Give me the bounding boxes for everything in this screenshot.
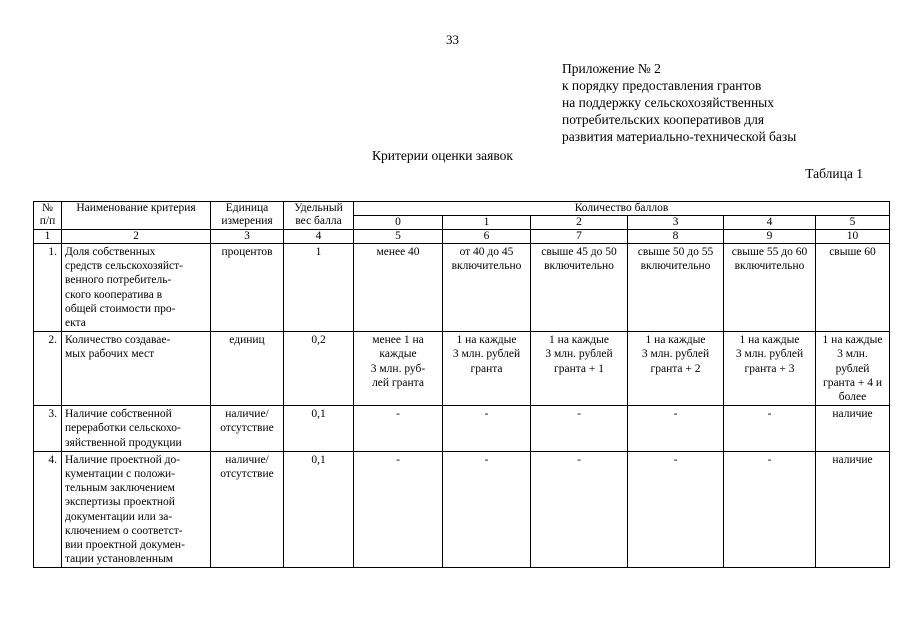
score-level: 5 (816, 216, 890, 230)
criterion-name: Количество создавае- мых рабочих мест (62, 332, 211, 406)
criterion-weight: 0,2 (284, 332, 354, 406)
score-level: 4 (724, 216, 816, 230)
table-row (34, 451, 890, 568)
score-cell: свыше 45 до 50 включительно (531, 244, 628, 332)
score-cell: наличие (816, 406, 890, 452)
score-cell: - (724, 406, 816, 452)
score-cell: менее 40 (354, 244, 443, 332)
score-cell: 1 на каждые 3 млн. рублей гранта + 2 (628, 332, 724, 406)
criterion-weight: 0,1 (284, 451, 354, 568)
column-number: 10 (816, 230, 890, 244)
criterion-unit: процентов (211, 244, 284, 332)
score-cell: - (724, 451, 816, 568)
score-level: 1 (443, 216, 531, 230)
table-row (34, 244, 890, 332)
score-cell: менее 1 на каждые 3 млн. руб- лей гранта (354, 332, 443, 406)
score-level: 2 (531, 216, 628, 230)
score-cell: свыше 55 до 60 включительно (724, 244, 816, 332)
criterion-weight: 1 (284, 244, 354, 332)
document-title: Критерии оценки заявок (372, 148, 513, 163)
table-label: Таблица 1 (805, 166, 863, 181)
table-row (34, 406, 890, 452)
score-cell: - (354, 406, 443, 452)
header-name: Наименование критерия (62, 202, 211, 230)
column-number: 6 (443, 230, 531, 244)
row-num: 4. (34, 451, 62, 568)
score-cell: - (531, 451, 628, 568)
appendix-line: развития материально-технической базы (562, 129, 797, 144)
score-cell: 1 на каждые 3 млн. рублей гранта + 1 (531, 332, 628, 406)
score-cell: наличие (816, 451, 890, 568)
column-number: 3 (211, 230, 284, 244)
appendix-line: к порядку предоставления грантов (562, 78, 762, 93)
score-cell: свыше 60 (816, 244, 890, 332)
criterion-name: Наличие проектной до- кументации с положи- тельным заключением экспертизы проектной документации или за- ключением о соответст- вии проектной докумен- тации установленным (62, 451, 211, 568)
criterion-name: Наличие собственной переработки сельскохо- зяйственной продукции (62, 406, 211, 452)
row-num: 1. (34, 244, 62, 332)
row-num: 3. (34, 406, 62, 452)
criterion-unit: наличие/ отсутствие (211, 451, 284, 568)
column-number: 2 (62, 230, 211, 244)
appendix-line: Приложение № 2 (562, 61, 661, 76)
criterion-unit: наличие/ отсутствие (211, 406, 284, 452)
column-number: 8 (628, 230, 724, 244)
column-number: 7 (531, 230, 628, 244)
criterion-weight: 0,1 (284, 406, 354, 452)
score-cell: - (443, 451, 531, 568)
score-cell: от 40 до 45 включительно (443, 244, 531, 332)
score-level: 3 (628, 216, 724, 230)
table-row (34, 332, 890, 406)
header-scores: Количество баллов (354, 202, 890, 216)
score-cell: 1 на каждые 3 млн. рублей гранта + 4 и более (816, 332, 890, 406)
column-number: 5 (354, 230, 443, 244)
appendix-line: потребительских кооперативов для (562, 112, 765, 127)
score-cell: - (628, 451, 724, 568)
column-number: 1 (34, 230, 62, 244)
criterion-unit: единиц (211, 332, 284, 406)
score-cell: 1 на каждые 3 млн. рублей гранта + 3 (724, 332, 816, 406)
column-numbers-row (34, 230, 890, 244)
header-unit: Единица измерения (211, 202, 284, 230)
score-cell: 1 на каждые 3 млн. рублей гранта (443, 332, 531, 406)
criterion-name: Доля собственных средств сельскохозяйст- венного потребитель- ского кооператива в общей стоимости про- екта (62, 244, 211, 332)
score-cell: - (628, 406, 724, 452)
score-cell: - (354, 451, 443, 568)
score-cell: - (443, 406, 531, 452)
column-number: 4 (284, 230, 354, 244)
header-row (34, 202, 890, 216)
row-num: 2. (34, 332, 62, 406)
score-cell: - (531, 406, 628, 452)
column-number: 9 (724, 230, 816, 244)
score-level: 0 (354, 216, 443, 230)
header-num: № п/п (34, 202, 62, 230)
header-weight: Удельный вес балла (284, 202, 354, 230)
score-cell: свыше 50 до 55 включительно (628, 244, 724, 332)
page-number: 33 (446, 32, 459, 47)
criteria-table (33, 201, 890, 568)
appendix-header (562, 60, 796, 145)
appendix-line: на поддержку сельскохозяйственных (562, 95, 774, 110)
